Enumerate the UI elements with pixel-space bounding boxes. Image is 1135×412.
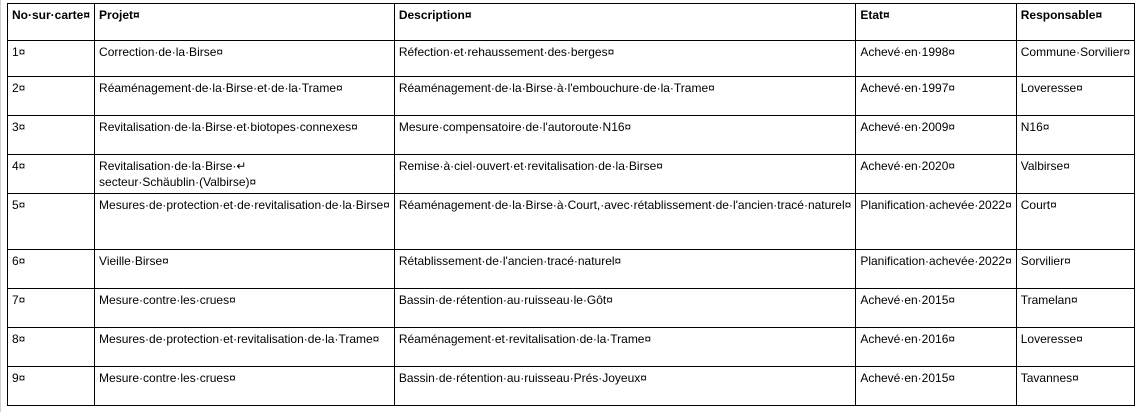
table-row	[8, 116, 1135, 155]
cell-responsible: N16¤	[1016, 116, 1134, 155]
table-row	[8, 77, 1135, 116]
cell-description: Bassin·de·rétention·au·ruisseau·Prés·Joyeux¤	[394, 367, 855, 406]
table-row	[8, 194, 1135, 250]
cell-project: Vieille·Birse¤	[95, 250, 395, 289]
table-row	[8, 367, 1135, 406]
cell-project: Correction·de·la·Birse¤	[95, 41, 395, 77]
projects-table	[7, 3, 1135, 406]
cell-map-number: 2¤	[8, 77, 95, 116]
cell-project: Revitalisation·de·la·Birse·↵ secteur·Schäublin·(Valbirse)¤	[95, 155, 395, 194]
table-row	[8, 328, 1135, 367]
cell-project: Réaménagement·de·la·Birse·et·de·la·Trame¤	[95, 77, 395, 116]
cell-status: Planification·achevée·2022¤	[856, 250, 1016, 289]
table-header-row	[8, 4, 1135, 41]
cell-status: Achevé·en·2009¤	[856, 116, 1016, 155]
page-edge	[0, 0, 1, 412]
cell-map-number: 5¤	[8, 194, 95, 250]
cell-status: Achevé·en·2020¤	[856, 155, 1016, 194]
cell-project: Mesure·contre·les·crues¤	[95, 367, 395, 406]
cell-status: Planification·achevée·2022¤	[856, 194, 1016, 250]
cell-responsible: Tramelan¤	[1016, 289, 1134, 328]
header-status: Etat¤	[856, 4, 1016, 41]
cell-status: Achevé·en·2015¤	[856, 289, 1016, 328]
cell-description: Remise·à·ciel·ouvert·et·revitalisation·de·la·Birse¤	[394, 155, 855, 194]
table-row	[8, 155, 1135, 194]
cell-status: Achevé·en·1998¤	[856, 41, 1016, 77]
cell-status: Achevé·en·1997¤	[856, 77, 1016, 116]
cell-responsible: Tavannes¤	[1016, 367, 1134, 406]
cell-responsible: Loveresse¤	[1016, 328, 1134, 367]
header-project: Projet¤	[95, 4, 395, 41]
cell-responsible: Valbirse¤	[1016, 155, 1134, 194]
cell-status: Achevé·en·2016¤	[856, 328, 1016, 367]
cell-project: Mesures·de·protection·et·de·revitalisation·de·la·Birse¤	[95, 194, 395, 250]
cell-map-number: 7¤	[8, 289, 95, 328]
cell-description: Réaménagement·et·revitalisation·de·la·Trame¤	[394, 328, 855, 367]
cell-status: Achevé·en·2015¤	[856, 367, 1016, 406]
table-row	[8, 289, 1135, 328]
cell-project: Mesure·contre·les·crues¤	[95, 289, 395, 328]
cell-project: Revitalisation·de·la·Birse·et·biotopes·connexes¤	[95, 116, 395, 155]
header-responsible: Responsable¤	[1016, 4, 1134, 41]
cell-map-number: 4¤	[8, 155, 95, 194]
cell-description: Rétablissement·de·l'ancien·tracé·naturel¤	[394, 250, 855, 289]
cell-description: Réaménagement·de·la·Birse·à·Court,·avec·rétablissement·de·l'ancien·tracé·naturel¤	[394, 194, 855, 250]
cell-description: Réaménagement·de·la·Birse·à·l'embouchure·de·la·Trame¤	[394, 77, 855, 116]
cell-responsible: Commune·Sorvilier¤	[1016, 41, 1134, 77]
cell-project: Mesures·de·protection·et·revitalisation·de·la·Trame¤	[95, 328, 395, 367]
cell-description: Réfection·et·rehaussement·des·berges¤	[394, 41, 855, 77]
table-row	[8, 41, 1135, 77]
header-description: Description¤	[394, 4, 855, 41]
header-map-number: No·sur·carte¤	[8, 4, 95, 41]
cell-responsible: Loveresse¤	[1016, 77, 1134, 116]
table-row	[8, 250, 1135, 289]
cell-map-number: 1¤	[8, 41, 95, 77]
cell-map-number: 6¤	[8, 250, 95, 289]
cell-description: Bassin·de·rétention·au·ruisseau·le·Gôt¤	[394, 289, 855, 328]
cell-map-number: 9¤	[8, 367, 95, 406]
cell-map-number: 3¤	[8, 116, 95, 155]
cell-responsible: Sorvilier¤	[1016, 250, 1134, 289]
cell-map-number: 8¤	[8, 328, 95, 367]
cell-responsible: Court¤	[1016, 194, 1134, 250]
cell-description: Mesure·compensatoire·de·l'autoroute·N16¤	[394, 116, 855, 155]
